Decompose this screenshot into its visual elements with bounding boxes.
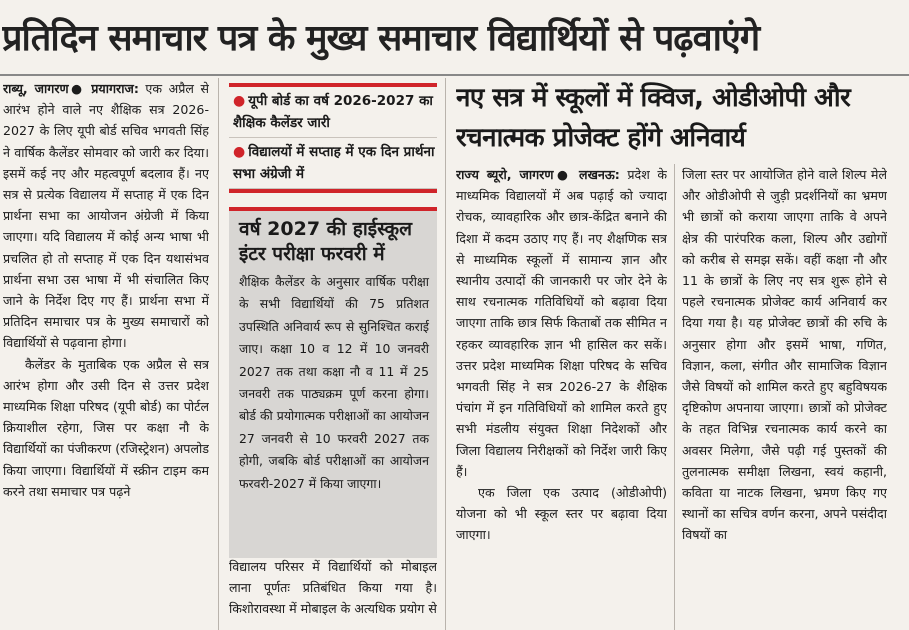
dateline-place: लखनऊ: [579, 167, 620, 182]
red-bar [229, 189, 437, 193]
sub-headline: नए सत्र में स्कूलों में क्विज, ओडीओपी और रचनात्मक प्रोजेक्ट होंगे अनिवार्य [456, 83, 851, 153]
page-headline: प्रतिदिन समाचार पत्र के मुख्य समाचार विद्यार्थियों से पढ़वाएंगे [2, 18, 760, 59]
column-3-paragraph-1 [456, 164, 667, 482]
paragraph-text: जिला स्तर पर आयोजित होने वाले शिल्प मेले और ओडीओपी से जुड़ी प्रदर्शनियों का भ्रमण भी छात्रों को कराया जाएगा ताकि वे अपने क्षेत्र की पारंपरिक कला, शिल्प और उद्योगों को करीब से समझ सकें। वहीं कक्षा नौ और 11 के छात्रों के लिए नए सत्र शुरू होने से पहले रचनात्मक प्रोजेक्ट कार्य अनिवार्य कर दिया गया है। यह प्रोजेक्ट छात्रों की रुचि के अनुसार होगा और इसमें भाषा, गणित, विज्ञान, कला, संगीत और सामाजिक विज्ञान जैसे विषयों को शामिल करते हुए बहुविषयक दृष्टिकोण अपनाया जाएगा। छात्रों को प्रोजेक्ट के तहत विभिन्न रचनात्मक कार्य करने का अवसर मिलेगा, जैसे पढ़ी गई पुस्तकों की तुलनात्मक समीक्षा लिखना, स्वयं कहानी, कविता या नाटक लिखना, भ्रमण किए गए स्थानों का सचित्र वर्णन करना, अपने पसंदीदा विषयों का [682, 167, 887, 543]
dateline-place: प्रयागराज: [91, 81, 139, 96]
column-divider [445, 78, 446, 630]
column-divider [218, 78, 219, 630]
column-1-paragraph-2 [3, 354, 209, 502]
box-body: शैक्षिक कैलेंडर के अनुसार वार्षिक परीक्षा के सभी विद्यार्थियों की 75 प्रतिशत उपस्थिति अनिवार्य रूप से सुनिश्चित कराई जाए। कक्षा 10 व 12 में 10 जनवरी 2027 तक तथा कक्षा नौ व 11 में 25 जनवरी तक पाठ्यक्रम पूर्ण करना होगा। बोर्ड की प्रयोगात्मक परीक्षाओं का आयोजन 27 जनवरी से 10 फरवरी 2027 तक होगी, जबकि बोर्ड परीक्षाओं का आयोजन फरवरी-2027 में किया जाएगा। [239, 274, 429, 491]
highlight-item [229, 138, 437, 189]
article-column-4 [682, 164, 887, 630]
paragraph-text: प्रदेश के माध्यमिक विद्यालयों में अब पढ़ाई को ज्यादा रोचक, व्यावहारिक और छात्र-केंद्रित बनाने की दिशा में कदम उठाए गए हैं। नए शैक्षणिक सत्र से माध्यमिक स्कूलों में सामान्य ज्ञान और स्थानीय उत्पादों की जानकारी पर जोर देने के साथ रचनात्मक गतिविधियों को बढ़ावा दिया जाएगा ताकि छात्र सिर्फ किताबों तक सीमित न रहकर व्यावहारिक ज्ञान भी हासिल कर सकें। उत्तर प्रदेश माध्यमिक शिक्षा परिषद के सचिव भगवती सिंह ने सत्र 2026-27 के शैक्षिक पंचांग में इन गतिविधियों को शामिल करते हुए सभी मंडलीय संयुक्त शिक्षा निदेशकों और जिला विद्यालय निरीक्षकों को निर्देश जारी किए हैं। [456, 167, 667, 479]
paragraph-text: एक अप्रैल से आरंभ होने वाले नए शैक्षिक सत्र 2026-2027 के लिए यूपी बोर्ड सचिव भगवती सिंह ने वार्षिक कैलेंडर सोमवार को जारी कर दिया। इसमें कई नए और महत्वपूर्ण बदलाव हैं। नए सत्र से प्रत्येक विद्यालय में सप्ताह में एक दिन प्रार्थना सभा का आयोजन अंग्रेजी में किया जाएगा। यदि विद्यालय में कोई अन्य भाषा भी प्रचलित हो तो सप्ताह में एक दिन यथासंभव प्रार्थना सभा उस भाषा में भी संचालित किए जाने के निर्देश दिए गए हैं। प्रार्थना सभा में प्रतिदिन समाचार पत्र के मुख्य समाचारों को विद्यार्थियों से पढ़वाना होगा। [3, 81, 209, 351]
paragraph-text: विद्यालय परिसर में विद्यार्थियों को मोबाइल लाना पूर्णतः प्रतिबंधित किया गया है। किशोरावस्था में मोबाइल के अत्यधिक प्रयोग से [229, 559, 437, 617]
headline-rule [0, 74, 909, 76]
highlight-text: यूपी बोर्ड का वर्ष 2026-2027 का शैक्षिक कैलेंडर जारी [233, 93, 433, 131]
dateline: राज्य ब्यूरो, जागरण [456, 167, 554, 182]
bullet-icon: ● [233, 144, 246, 160]
article-column-2-continued [229, 556, 437, 630]
column-1-paragraph-1 [3, 78, 209, 354]
highlight-item [229, 87, 437, 138]
paragraph-text: कैलेंडर के मुताबिक एक अप्रैल से सत्र आरंभ होगा और उसी दिन से उत्तर प्रदेश माध्यमिक शिक्षा परिषद (यूपी बोर्ड) का पोर्टल क्रियाशील रहेगा, जिस पर कक्षा नौ के विद्यार्थियों का पंजीकरण (रजिस्ट्रेशन) अपलोड किया जाएगा। विद्यार्थियों में स्क्रीन टाइम कम करने तथा समाचार पत्र पढ़ने [3, 356, 209, 499]
dateline-dot: ● [553, 167, 572, 182]
paragraph-text: एक जिला एक उत्पाद (ओडीओपी) योजना को भी स्कूल स्तर पर बढ़ावा दिया जाएगा। [456, 485, 667, 543]
column-divider [674, 164, 675, 630]
dateline-dot: ● [68, 81, 85, 96]
box-heading: वर्ष 2027 की हाईस्कूल इंटर परीक्षा फरवरी में [239, 218, 412, 265]
column-3-paragraph-2 [456, 482, 667, 546]
highlights-box [229, 83, 437, 203]
dateline: राब्यू, जागरण [3, 81, 69, 96]
bullet-icon: ● [233, 93, 246, 109]
article-column-1 [3, 78, 209, 630]
highlight-text: विद्यालयों में सप्ताह में एक दिन प्रार्थना सभा अंग्रेजी में [233, 144, 435, 182]
exam-info-box [229, 207, 437, 558]
article-column-3 [456, 164, 667, 630]
